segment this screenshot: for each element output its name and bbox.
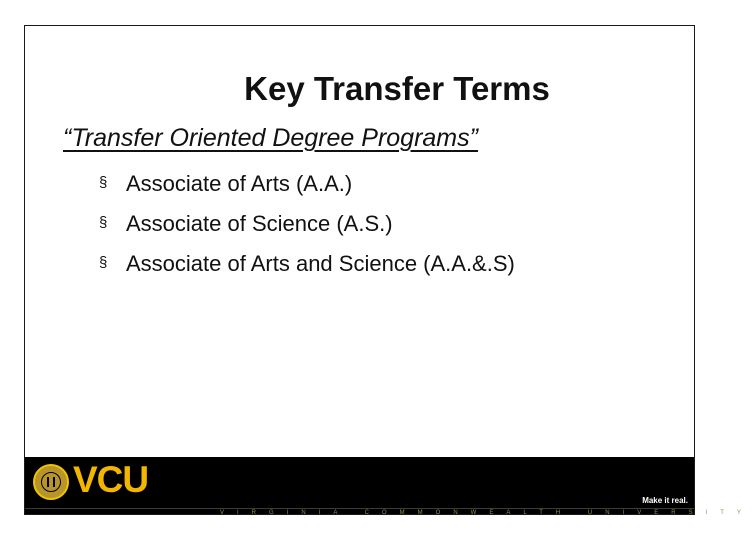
bullet-item xyxy=(99,164,515,204)
bullet-marker-icon: § xyxy=(99,254,108,272)
bullet-text: Associate of Arts (A.A.) xyxy=(126,171,353,196)
bullet-item xyxy=(99,244,515,284)
university-name: VIRGINIA COMMONWEALTH UNIVERSITY xyxy=(220,510,754,516)
bullet-item xyxy=(99,204,515,244)
slide-subtitle: “Transfer Oriented Degree Programs” xyxy=(63,124,478,152)
bullet-text: Associate of Science (A.S.) xyxy=(126,211,393,236)
footer-banner xyxy=(25,457,754,516)
tagline: Make it real. xyxy=(642,496,688,505)
footer-divider xyxy=(25,508,694,509)
bullet-text: Associate of Arts and Science (A.A.&.S) xyxy=(126,251,515,276)
bullet-marker-icon: § xyxy=(99,214,108,232)
slide-title: Key Transfer Terms xyxy=(244,70,550,107)
university-seal-icon xyxy=(33,464,69,500)
vcu-logo: VCU xyxy=(73,459,149,500)
slide xyxy=(24,25,754,516)
bullet-list xyxy=(99,164,515,284)
bullet-marker-icon: § xyxy=(99,174,108,192)
